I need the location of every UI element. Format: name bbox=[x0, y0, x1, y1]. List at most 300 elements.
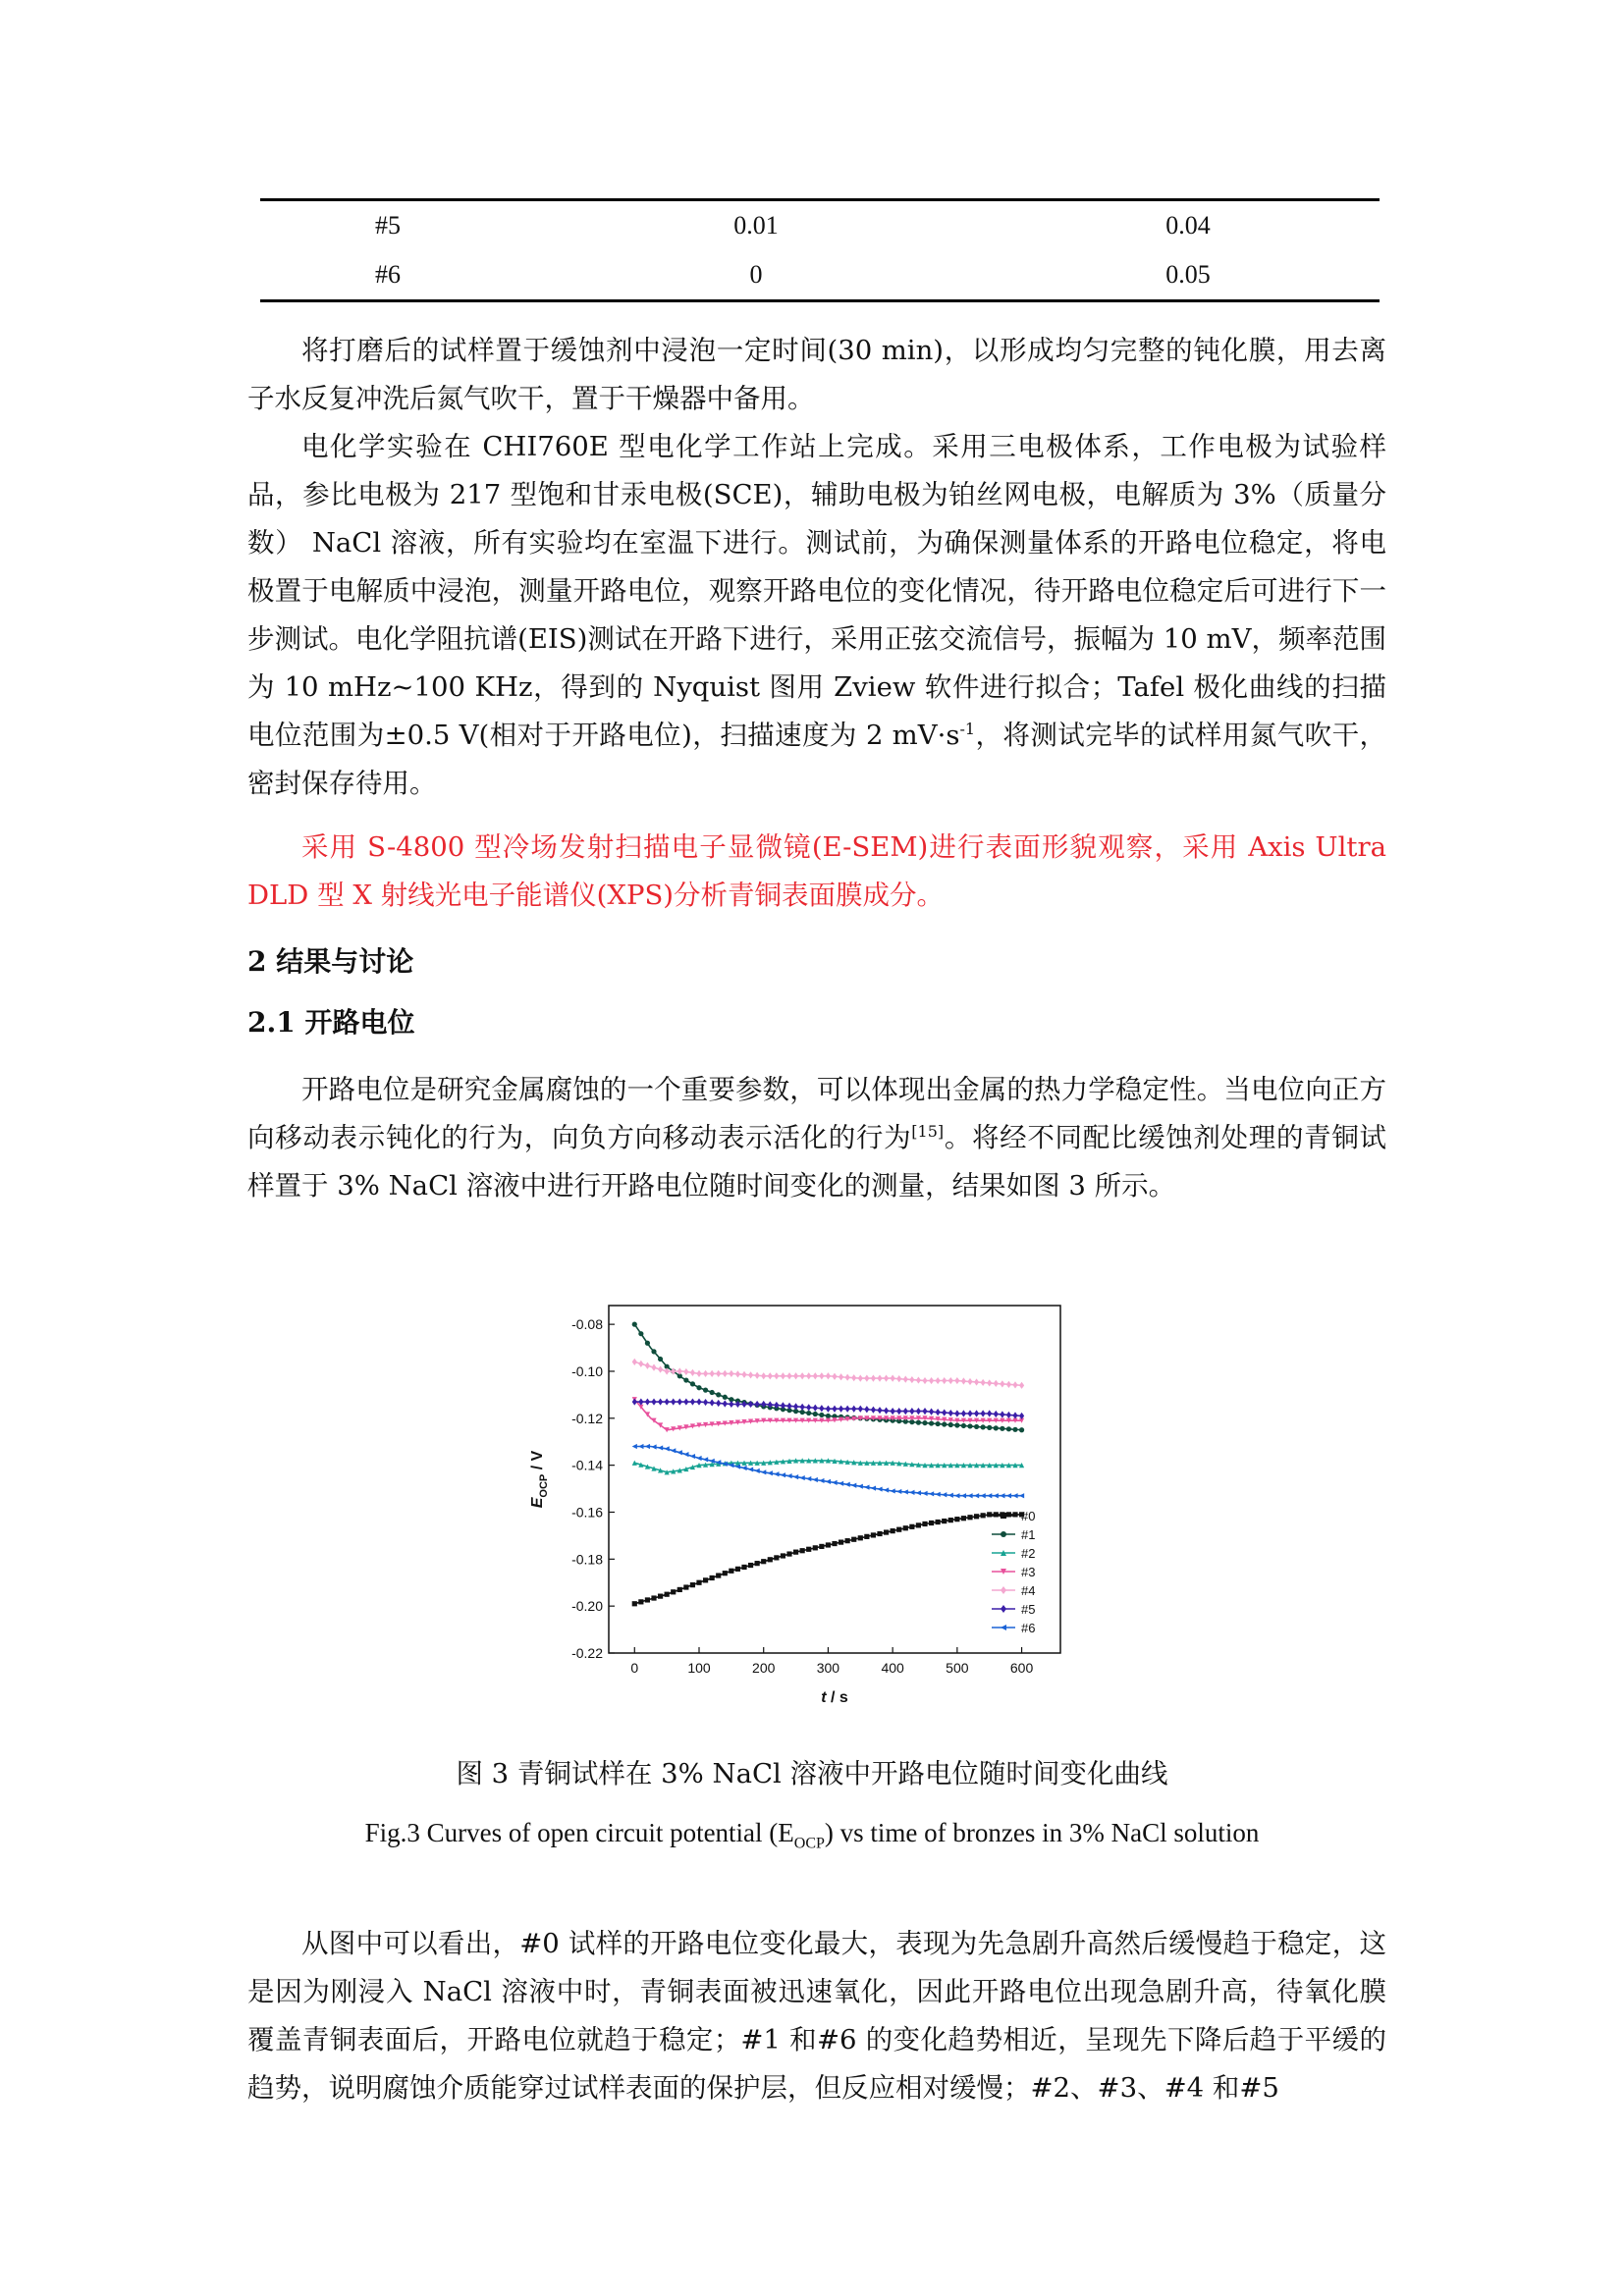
series-marker-n6 bbox=[774, 1471, 779, 1476]
series-marker-n1 bbox=[929, 1420, 934, 1425]
series-marker-n4 bbox=[800, 1372, 805, 1379]
series-marker-n6 bbox=[916, 1490, 921, 1495]
table-row bbox=[260, 250, 1380, 299]
series-marker-n4 bbox=[735, 1370, 740, 1377]
series-marker-n4 bbox=[774, 1372, 779, 1379]
series-marker-n0 bbox=[735, 1567, 740, 1572]
series-marker-n0 bbox=[896, 1527, 901, 1532]
series-marker-n4 bbox=[929, 1377, 934, 1384]
series-marker-n6 bbox=[806, 1476, 811, 1481]
subsection-heading: 2.1 开路电位 bbox=[247, 1006, 415, 1039]
legend-label: #3 bbox=[1021, 1565, 1036, 1579]
table-row bbox=[260, 201, 1380, 250]
series-marker-n0 bbox=[677, 1587, 682, 1592]
series-marker-n4 bbox=[884, 1375, 889, 1382]
paragraph-ocp-intro bbox=[247, 1066, 1386, 1210]
series-marker-n0 bbox=[903, 1525, 908, 1530]
series-marker-n6 bbox=[632, 1444, 637, 1449]
series-marker-n4 bbox=[832, 1373, 837, 1380]
series-marker-n0 bbox=[871, 1532, 876, 1537]
series-marker-n4 bbox=[716, 1370, 721, 1377]
series-marker-n4 bbox=[786, 1372, 791, 1379]
series-marker-n4 bbox=[671, 1367, 676, 1374]
series-marker-n1 bbox=[1012, 1427, 1017, 1432]
series-marker-n1 bbox=[716, 1392, 721, 1397]
series-marker-n0 bbox=[638, 1599, 643, 1604]
series-marker-n1 bbox=[942, 1421, 947, 1426]
series-marker-n0 bbox=[974, 1514, 979, 1519]
x-tick-label: 400 bbox=[881, 1660, 904, 1676]
series-marker-n6 bbox=[877, 1486, 882, 1491]
series-marker-n5 bbox=[723, 1400, 728, 1407]
series-marker-n6 bbox=[922, 1491, 927, 1496]
series-marker-n4 bbox=[683, 1368, 688, 1375]
series-line-n0 bbox=[634, 1515, 1021, 1604]
series-marker-n4 bbox=[896, 1375, 901, 1382]
series-marker-n4 bbox=[741, 1371, 746, 1378]
series-marker-n0 bbox=[929, 1521, 934, 1525]
series-marker-n4 bbox=[781, 1372, 785, 1379]
legend-label: #4 bbox=[1021, 1583, 1036, 1598]
series-marker-n5 bbox=[994, 1411, 999, 1417]
series-marker-n5 bbox=[800, 1404, 805, 1411]
series-marker-n0 bbox=[671, 1589, 676, 1594]
series-marker-n5 bbox=[826, 1406, 831, 1413]
series-marker-n0 bbox=[948, 1518, 953, 1522]
series-marker-n4 bbox=[806, 1372, 811, 1379]
series-marker-n1 bbox=[645, 1341, 650, 1346]
series-marker-n6 bbox=[909, 1490, 914, 1495]
series-marker-n5 bbox=[1000, 1411, 1004, 1417]
series-marker-n6 bbox=[696, 1456, 701, 1461]
series-marker-n6 bbox=[786, 1473, 791, 1478]
series-marker-n5 bbox=[696, 1398, 701, 1405]
series-marker-n5 bbox=[967, 1410, 972, 1416]
series-marker-n4 bbox=[710, 1370, 715, 1377]
paragraph-text: 开路电位是研究金属腐蚀的一个重要参数，可以体现出金属的热力学稳定性。当电位向正方向移动表示钝化的行为，向负方向移动表示活化的行为 bbox=[247, 1074, 1386, 1153]
series-marker-n6 bbox=[864, 1485, 869, 1490]
series-marker-n4 bbox=[942, 1377, 947, 1384]
series-marker-n6 bbox=[741, 1466, 746, 1470]
table-bottom-rule bbox=[260, 299, 1380, 302]
series-marker-n4 bbox=[768, 1372, 773, 1379]
series-marker-n0 bbox=[981, 1513, 986, 1518]
series-marker-n0 bbox=[891, 1528, 895, 1533]
series-marker-n5 bbox=[845, 1406, 850, 1413]
series-marker-n0 bbox=[858, 1535, 863, 1540]
table-cell-value-a: 0 bbox=[749, 260, 763, 289]
series-marker-n1 bbox=[658, 1357, 663, 1362]
paragraph-ocp-discussion: 从图中可以看出，#0 试样的开路电位变化最大，表现为先急剧升高然后缓慢趋于稳定，这是因为刚浸入 NaCl 溶液中时，青铜表面被迅速氧化，因此开路电位出现急剧升高，待氧化膜覆盖青铜表面后，开路电位就趋于稳定；#1 和#6 的变化趋势相近，呈现先下降后趋于平缓的趋势，说明腐蚀介质能穿过试样表面的保护层，但反应相对缓慢；#2、#3、#4 和#5 bbox=[247, 1928, 1386, 2104]
series-marker-n1 bbox=[651, 1349, 656, 1354]
series-marker-n4 bbox=[839, 1373, 843, 1380]
series-marker-n6 bbox=[677, 1450, 682, 1455]
series-marker-n0 bbox=[696, 1580, 701, 1585]
series-marker-n4 bbox=[638, 1361, 643, 1367]
series-marker-n6 bbox=[839, 1481, 843, 1486]
series-marker-n0 bbox=[909, 1524, 914, 1529]
series-marker-n5 bbox=[671, 1398, 676, 1405]
series-marker-n4 bbox=[891, 1375, 895, 1382]
series-marker-n5 bbox=[832, 1406, 837, 1413]
series-marker-n0 bbox=[851, 1537, 856, 1542]
series-marker-n1 bbox=[819, 1413, 824, 1417]
series-marker-n5 bbox=[936, 1409, 941, 1415]
series-marker-n5 bbox=[677, 1398, 682, 1405]
series-marker-n5 bbox=[916, 1408, 921, 1415]
series-marker-n0 bbox=[826, 1542, 831, 1547]
series-marker-n5 bbox=[813, 1405, 818, 1412]
series-marker-n0 bbox=[665, 1592, 670, 1597]
series-marker-n1 bbox=[710, 1390, 715, 1395]
series-marker-n4 bbox=[729, 1370, 733, 1377]
series-marker-n1 bbox=[974, 1424, 979, 1429]
series-marker-n1 bbox=[922, 1420, 927, 1425]
series-marker-n5 bbox=[858, 1406, 863, 1413]
series-marker-n6 bbox=[967, 1493, 972, 1498]
series-marker-n1 bbox=[961, 1423, 966, 1428]
y-tick-label: -0.12 bbox=[571, 1410, 603, 1426]
paragraph-electrochem-method bbox=[247, 423, 1386, 808]
series-marker-n5 bbox=[909, 1408, 914, 1415]
table-cell-sample: #5 bbox=[375, 211, 401, 240]
legend-label: #5 bbox=[1021, 1602, 1036, 1617]
series-marker-n5 bbox=[884, 1408, 889, 1415]
y-tick-label: -0.18 bbox=[571, 1551, 603, 1568]
series-marker-n0 bbox=[645, 1597, 650, 1602]
series-marker-n1 bbox=[826, 1414, 831, 1418]
paragraph-sem-xps-highlight: 采用 S-4800 型冷场发射扫描电子显微镜(E-SEM)进行表面形貌观察，采用 Axis Ultra DLD 型 X 射线光电子能谱仪(XPS)分析青铜表面膜成分。 bbox=[247, 831, 1386, 911]
series-marker-n0 bbox=[954, 1517, 959, 1522]
series-marker-n4 bbox=[994, 1380, 999, 1387]
series-marker-n0 bbox=[813, 1545, 818, 1550]
series-marker-n5 bbox=[877, 1407, 882, 1414]
paragraph-sample-prep: 将打磨后的试样置于缓蚀剂中浸泡一定时间(30 min)，以形成均匀完整的钝化膜，用去离子水反复冲洗后氮气吹干，置于干燥器中备用。 bbox=[247, 335, 1386, 414]
series-marker-n0 bbox=[819, 1544, 824, 1549]
series-marker-n6 bbox=[761, 1469, 766, 1474]
series-marker-n0 bbox=[755, 1561, 760, 1566]
series-marker-n5 bbox=[819, 1405, 824, 1412]
data-table bbox=[260, 198, 1380, 302]
series-marker-n6 bbox=[871, 1485, 876, 1490]
caption-text: ) vs time of bronzes in 3% NaCl solution bbox=[824, 1818, 1260, 1847]
table-cell-value-b: 0.05 bbox=[1165, 260, 1211, 289]
series-marker-n0 bbox=[942, 1519, 947, 1523]
series-marker-n0 bbox=[632, 1601, 637, 1606]
series-marker-n5 bbox=[729, 1401, 733, 1408]
series-marker-n1 bbox=[954, 1422, 959, 1427]
series-marker-n5 bbox=[658, 1398, 663, 1405]
y-tick-label: -0.08 bbox=[571, 1316, 603, 1333]
x-tick-label: 100 bbox=[687, 1660, 711, 1676]
table-cell-value-b: 0.04 bbox=[1165, 211, 1211, 240]
series-marker-n5 bbox=[896, 1408, 901, 1415]
series-marker-n0 bbox=[806, 1547, 811, 1552]
series-marker-n0 bbox=[683, 1584, 688, 1589]
series-marker-n0 bbox=[716, 1573, 721, 1577]
series-marker-n0 bbox=[961, 1516, 966, 1521]
series-marker-n6 bbox=[929, 1491, 934, 1496]
series-marker-n5 bbox=[987, 1410, 992, 1416]
series-marker-n1 bbox=[936, 1421, 941, 1426]
series-marker-n6 bbox=[638, 1444, 643, 1449]
series-marker-n4 bbox=[755, 1372, 760, 1379]
legend-marker bbox=[1001, 1625, 1006, 1630]
legend-label: #0 bbox=[1021, 1509, 1036, 1523]
series-marker-n5 bbox=[710, 1399, 715, 1406]
x-tick-label: 300 bbox=[816, 1660, 840, 1676]
paragraph-text: 电化学实验在 CHI760E 型电化学工作站上完成。采用三电极体系，工作电极为试验样品，参比电极为 217 型饱和甘汞电极(SCE)，辅助电极为铂丝网电极，电解质为 3%（质量分数） NaCl 溶液，所有实验均在室温下进行。测试前，为确保测量体系的开路电位稳定，将电极置于电解质中浸泡，测量开路电位，观察开路电位的变化情况，待开路电位稳定后可进行下一步测试。电化学阻抗谱(EIS)测试在开路下进行，采用正弦交流信号，振幅为 10 mV，频率范围为 10 mHz~100 KHz，得到的 Nyquist 图用 Zview 软件进行拟合；Tafel 极化曲线的扫描电位范围为±0.5 V(相对于开路电位)，扫描速度为 2 mV·s bbox=[247, 431, 1386, 751]
series-marker-n5 bbox=[716, 1400, 721, 1407]
x-tick-label: 500 bbox=[946, 1660, 969, 1676]
series-marker-n1 bbox=[1006, 1426, 1011, 1431]
y-axis-label: $E_{OCP}$ / V bbox=[529, 1450, 550, 1509]
series-marker-n5 bbox=[891, 1408, 895, 1415]
series-marker-n6 bbox=[891, 1488, 895, 1493]
series-marker-n5 bbox=[871, 1407, 876, 1414]
series-marker-n5 bbox=[806, 1404, 811, 1411]
series-marker-n0 bbox=[651, 1595, 656, 1600]
series-marker-n5 bbox=[690, 1398, 695, 1405]
series-marker-n4 bbox=[793, 1372, 798, 1379]
series-marker-n4 bbox=[877, 1375, 882, 1382]
caption-subscript: OCP bbox=[793, 1835, 825, 1852]
series-marker-n5 bbox=[974, 1410, 979, 1416]
series-marker-n4 bbox=[948, 1377, 953, 1384]
series-marker-n4 bbox=[651, 1364, 656, 1371]
series-marker-n4 bbox=[922, 1377, 927, 1384]
y-tick-label: -0.10 bbox=[571, 1362, 603, 1379]
series-marker-n6 bbox=[703, 1457, 708, 1462]
series-marker-n1 bbox=[1019, 1427, 1024, 1432]
series-marker-n6 bbox=[1019, 1493, 1024, 1498]
table-cell-sample: #6 bbox=[375, 260, 401, 289]
series-marker-n5 bbox=[683, 1398, 688, 1405]
table-cell-value-a: 0.01 bbox=[733, 211, 779, 240]
series-marker-n5 bbox=[793, 1403, 798, 1410]
series-marker-n4 bbox=[761, 1372, 766, 1379]
series-marker-n5 bbox=[922, 1408, 927, 1415]
series-marker-n0 bbox=[845, 1538, 850, 1543]
series-marker-n6 bbox=[942, 1492, 947, 1497]
series-marker-n5 bbox=[651, 1398, 656, 1405]
series-marker-n6 bbox=[981, 1493, 986, 1498]
series-marker-n5 bbox=[961, 1410, 966, 1416]
series-marker-n6 bbox=[994, 1493, 999, 1498]
series-marker-n4 bbox=[748, 1371, 753, 1378]
figure-caption-en bbox=[0, 1818, 1624, 1852]
series-marker-n0 bbox=[793, 1550, 798, 1555]
series-marker-n5 bbox=[948, 1410, 953, 1416]
series-marker-n6 bbox=[974, 1493, 979, 1498]
series-marker-n1 bbox=[806, 1411, 811, 1415]
series-marker-n4 bbox=[645, 1362, 650, 1369]
series-marker-n4 bbox=[916, 1376, 921, 1383]
series-marker-n4 bbox=[903, 1376, 908, 1383]
series-marker-n6 bbox=[961, 1493, 966, 1498]
series-marker-n1 bbox=[948, 1422, 953, 1427]
series-marker-n4 bbox=[987, 1379, 992, 1386]
series-marker-n6 bbox=[683, 1452, 688, 1457]
series-marker-n6 bbox=[658, 1445, 663, 1450]
series-marker-n0 bbox=[768, 1557, 773, 1562]
figure-caption-cn: 图 3 青铜试样在 3% NaCl 溶液中开路电位随时间变化曲线 bbox=[456, 1758, 1168, 1789]
series-marker-n6 bbox=[690, 1454, 695, 1459]
series-marker-n6 bbox=[813, 1477, 818, 1482]
citation-ref: [15] bbox=[911, 1121, 945, 1141]
x-tick-label: 200 bbox=[752, 1660, 776, 1676]
series-marker-n4 bbox=[826, 1372, 831, 1379]
legend-label: #2 bbox=[1021, 1546, 1036, 1561]
series-marker-n6 bbox=[826, 1479, 831, 1484]
series-marker-n4 bbox=[723, 1370, 728, 1377]
series-marker-n5 bbox=[851, 1406, 856, 1413]
series-marker-n6 bbox=[819, 1478, 824, 1483]
paragraph-text: ，将测试完毕的试样用氮气吹干，密封保存待用。 bbox=[247, 720, 1386, 799]
series-marker-n4 bbox=[981, 1379, 986, 1386]
series-marker-n4 bbox=[961, 1377, 966, 1384]
series-marker-n6 bbox=[748, 1467, 753, 1471]
series-marker-n0 bbox=[748, 1563, 753, 1568]
series-marker-n0 bbox=[703, 1577, 708, 1582]
series-marker-n0 bbox=[761, 1559, 766, 1564]
series-marker-n0 bbox=[839, 1540, 843, 1545]
caption-text: Fig.3 Curves of open circuit potential (E bbox=[364, 1818, 794, 1847]
series-line-n6 bbox=[634, 1447, 1021, 1496]
series-marker-n1 bbox=[813, 1412, 818, 1416]
series-marker-n6 bbox=[651, 1444, 656, 1449]
x-axis-label: t / s bbox=[821, 1689, 848, 1706]
ocp-line-chart bbox=[501, 1286, 1090, 1737]
series-marker-n5 bbox=[929, 1409, 934, 1415]
y-tick-label: -0.14 bbox=[571, 1457, 603, 1473]
series-marker-n5 bbox=[839, 1406, 843, 1413]
series-marker-n5 bbox=[903, 1408, 908, 1415]
series-marker-n5 bbox=[645, 1398, 650, 1405]
series-marker-n6 bbox=[954, 1493, 959, 1498]
series-marker-n0 bbox=[690, 1582, 695, 1587]
series-marker-n5 bbox=[1012, 1412, 1017, 1418]
legend-marker bbox=[1001, 1531, 1006, 1537]
series-marker-n6 bbox=[671, 1448, 676, 1453]
series-marker-n6 bbox=[665, 1446, 670, 1451]
y-tick-label: -0.16 bbox=[571, 1504, 603, 1521]
series-marker-n6 bbox=[845, 1482, 850, 1487]
series-marker-n6 bbox=[851, 1483, 856, 1488]
series-marker-n6 bbox=[903, 1489, 908, 1494]
series-marker-n5 bbox=[942, 1409, 947, 1415]
series-marker-n0 bbox=[729, 1569, 733, 1574]
series-marker-n1 bbox=[690, 1381, 695, 1386]
x-tick-label: 600 bbox=[1009, 1660, 1034, 1676]
legend-marker bbox=[1001, 1513, 1006, 1519]
y-tick-label: -0.22 bbox=[571, 1645, 603, 1661]
section-heading: 2 结果与讨论 bbox=[247, 945, 414, 978]
series-marker-n6 bbox=[768, 1470, 773, 1475]
superscript: -1 bbox=[959, 719, 976, 738]
series-marker-n4 bbox=[954, 1377, 959, 1384]
series-marker-n5 bbox=[864, 1406, 869, 1413]
series-marker-n6 bbox=[948, 1493, 953, 1498]
series-marker-n0 bbox=[922, 1522, 927, 1526]
series-marker-n0 bbox=[800, 1548, 805, 1553]
series-marker-n4 bbox=[871, 1375, 876, 1382]
series-marker-n4 bbox=[632, 1359, 637, 1365]
series-marker-n0 bbox=[786, 1551, 791, 1556]
series-marker-n4 bbox=[974, 1378, 979, 1385]
legend-marker bbox=[1001, 1605, 1006, 1613]
series-marker-n4 bbox=[819, 1372, 824, 1379]
series-marker-n4 bbox=[936, 1377, 941, 1384]
series-marker-n6 bbox=[1006, 1493, 1011, 1498]
series-marker-n4 bbox=[696, 1370, 701, 1377]
series-marker-n6 bbox=[896, 1489, 901, 1494]
series-marker-n0 bbox=[781, 1553, 785, 1558]
series-marker-n6 bbox=[1012, 1493, 1017, 1498]
series-marker-n6 bbox=[781, 1472, 785, 1477]
series-marker-n0 bbox=[987, 1512, 992, 1517]
series-marker-n4 bbox=[690, 1369, 695, 1376]
series-marker-n4 bbox=[967, 1378, 972, 1385]
series-marker-n0 bbox=[967, 1515, 972, 1520]
series-marker-n5 bbox=[981, 1410, 986, 1416]
series-marker-n1 bbox=[1000, 1426, 1004, 1431]
series-marker-n0 bbox=[884, 1529, 889, 1534]
series-marker-n6 bbox=[884, 1487, 889, 1492]
series-marker-n6 bbox=[793, 1474, 798, 1479]
series-marker-n5 bbox=[632, 1398, 637, 1405]
series-marker-n0 bbox=[774, 1555, 779, 1560]
x-tick-label: 0 bbox=[630, 1660, 639, 1676]
series-marker-n1 bbox=[632, 1322, 637, 1327]
series-marker-n4 bbox=[851, 1374, 856, 1381]
series-marker-n4 bbox=[858, 1375, 863, 1382]
series-marker-n0 bbox=[864, 1534, 869, 1539]
series-marker-n1 bbox=[638, 1331, 643, 1336]
legend-label: #1 bbox=[1021, 1527, 1036, 1542]
plot-frame bbox=[609, 1306, 1060, 1653]
series-marker-n4 bbox=[813, 1372, 818, 1379]
series-marker-n1 bbox=[987, 1425, 992, 1430]
series-marker-n0 bbox=[936, 1520, 941, 1524]
series-marker-n6 bbox=[1000, 1493, 1004, 1498]
series-marker-n4 bbox=[845, 1374, 850, 1381]
series-marker-n5 bbox=[1006, 1412, 1011, 1418]
y-tick-label: -0.20 bbox=[571, 1598, 603, 1615]
series-marker-n0 bbox=[877, 1531, 882, 1536]
series-marker-n6 bbox=[858, 1484, 863, 1489]
series-marker-n1 bbox=[994, 1425, 999, 1430]
series-marker-n4 bbox=[864, 1375, 869, 1382]
series-marker-n4 bbox=[1000, 1380, 1004, 1387]
series-marker-n1 bbox=[967, 1423, 972, 1428]
series-marker-n5 bbox=[703, 1399, 708, 1406]
series-marker-n4 bbox=[703, 1370, 708, 1377]
series-marker-n5 bbox=[665, 1398, 670, 1405]
series-marker-n0 bbox=[723, 1571, 728, 1575]
series-marker-n4 bbox=[909, 1376, 914, 1383]
series-marker-n4 bbox=[1012, 1381, 1017, 1388]
series-marker-n6 bbox=[832, 1480, 837, 1485]
series-marker-n6 bbox=[936, 1492, 941, 1497]
legend-marker bbox=[1001, 1586, 1006, 1594]
paragraph-text: 。将经不同配比缓蚀剂处理的青铜试样置于 3% NaCl 溶液中进行开路电位随时间变化的测量，结果如图 3 所示。 bbox=[247, 1122, 1387, 1201]
series-marker-n0 bbox=[710, 1575, 715, 1580]
series-marker-n4 bbox=[658, 1365, 663, 1372]
series-marker-n1 bbox=[981, 1424, 986, 1429]
series-marker-n4 bbox=[1019, 1382, 1024, 1389]
series-marker-n6 bbox=[645, 1444, 650, 1449]
